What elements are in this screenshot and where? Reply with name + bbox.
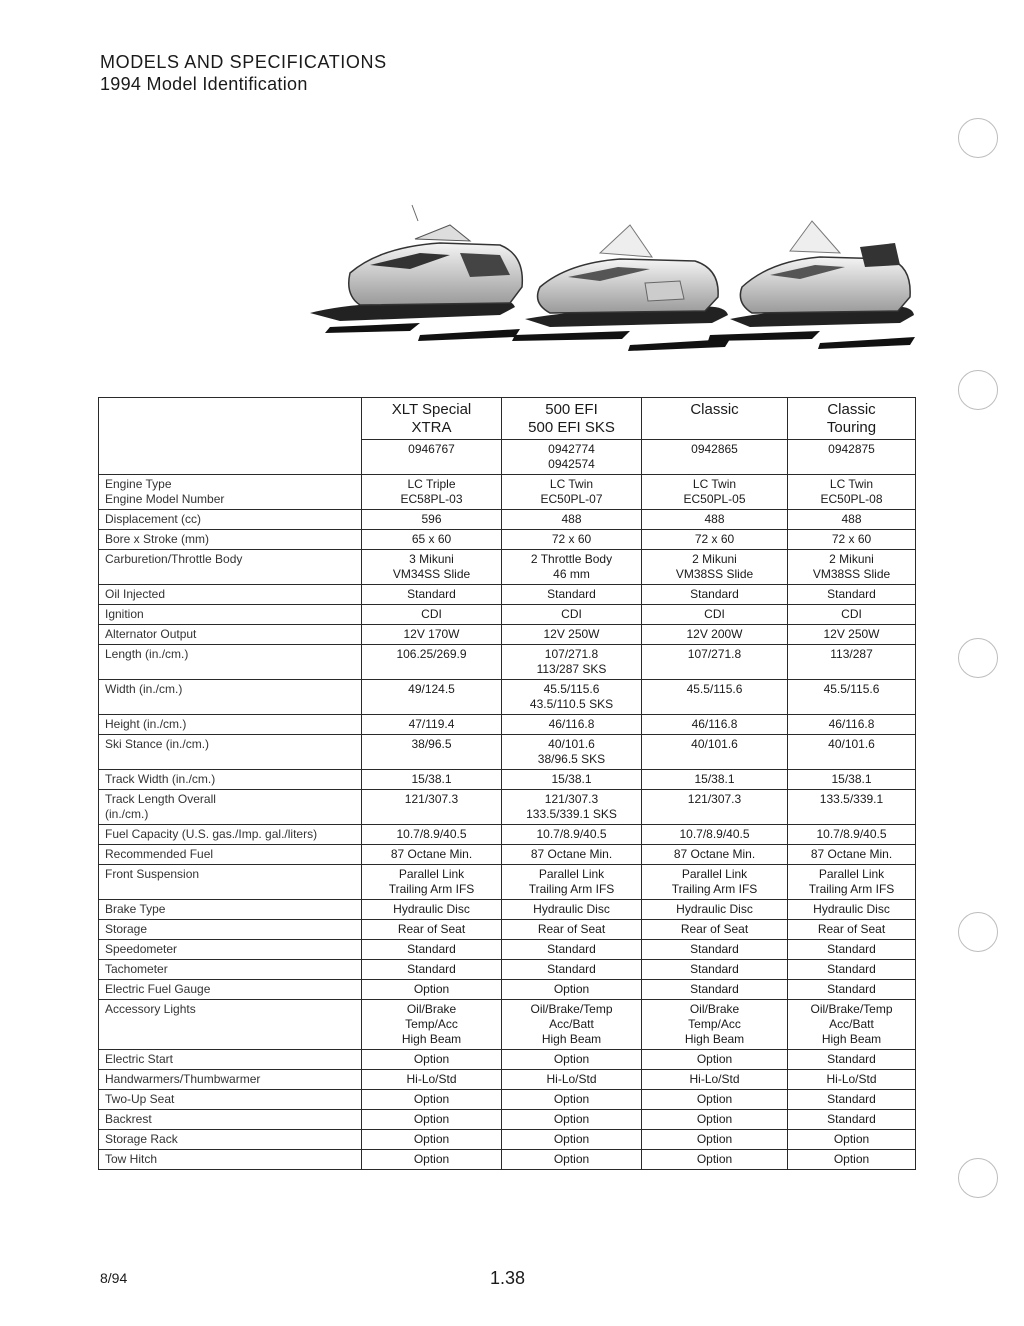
spec-label: Ski Stance (in./cm.) — [99, 735, 362, 770]
punch-hole — [958, 118, 998, 158]
spec-value: 15/38.1 — [502, 770, 642, 790]
spec-value: 87 Octane Min. — [502, 845, 642, 865]
spec-value: Option — [362, 1110, 502, 1130]
spec-value: Standard — [362, 940, 502, 960]
spec-value: 45.5/115.6 — [788, 680, 916, 715]
spec-value: Hi-Lo/Std — [502, 1070, 642, 1090]
spec-value: Standard — [362, 960, 502, 980]
spec-label: Electric Fuel Gauge — [99, 980, 362, 1000]
spec-value: Option — [502, 1150, 642, 1170]
page-title: MODELS AND SPECIFICATIONS — [100, 52, 387, 72]
snowmobile-models-photo — [300, 195, 920, 365]
specifications-table — [98, 397, 916, 1170]
table-row — [99, 510, 916, 530]
spec-value: Option — [788, 1150, 916, 1170]
spec-label: Brake Type — [99, 900, 362, 920]
spec-value: 488 — [642, 510, 788, 530]
spec-value: Option — [502, 1090, 642, 1110]
table-row — [99, 770, 916, 790]
spec-value: 121/307.3 133.5/339.1 SKS — [502, 790, 642, 825]
table-row — [99, 605, 916, 625]
table-row — [99, 1070, 916, 1090]
table-row — [99, 475, 916, 510]
table-row — [99, 790, 916, 825]
table-row — [99, 980, 916, 1000]
table-row — [99, 715, 916, 735]
spec-value: 45.5/115.6 — [642, 680, 788, 715]
spec-value: Option — [502, 1050, 642, 1070]
spec-label: Tow Hitch — [99, 1150, 362, 1170]
model-name: 500 EFI 500 EFI SKS — [502, 398, 642, 440]
spec-label: Electric Start — [99, 1050, 362, 1070]
spec-value: Option — [642, 1110, 788, 1130]
spec-value: Option — [642, 1050, 788, 1070]
spec-value: Option — [362, 1050, 502, 1070]
spec-label: Bore x Stroke (mm) — [99, 530, 362, 550]
snowmobile-xlt-icon — [310, 205, 522, 341]
spec-value: CDI — [362, 605, 502, 625]
table-row — [99, 735, 916, 770]
model-name: XLT Special XTRA — [362, 398, 502, 440]
spec-value: 38/96.5 — [362, 735, 502, 770]
spec-value: Standard — [788, 1090, 916, 1110]
punch-hole — [958, 638, 998, 678]
spec-value: 46/116.8 — [502, 715, 642, 735]
spec-value: Option — [362, 1130, 502, 1150]
table-row — [99, 1050, 916, 1070]
spec-value: 49/124.5 — [362, 680, 502, 715]
spec-value: 2 Throttle Body 46 mm — [502, 550, 642, 585]
spec-value: Option — [642, 1090, 788, 1110]
spec-value: 121/307.3 — [642, 790, 788, 825]
model-part-number: 0942774 0942574 — [502, 440, 642, 475]
spec-value: Hi-Lo/Std — [788, 1070, 916, 1090]
spec-value: 87 Octane Min. — [642, 845, 788, 865]
spec-label: Recommended Fuel — [99, 845, 362, 865]
spec-value: Standard — [502, 585, 642, 605]
spec-value: 47/119.4 — [362, 715, 502, 735]
table-row — [99, 1110, 916, 1130]
spec-value: Oil/Brake Temp/Acc High Beam — [362, 1000, 502, 1050]
spec-value: Option — [642, 1130, 788, 1150]
footer-date: 8/94 — [100, 1270, 128, 1286]
spec-value: Hydraulic Disc — [362, 900, 502, 920]
spec-value: Standard — [788, 1110, 916, 1130]
spec-value: 107/271.8 — [642, 645, 788, 680]
spec-label: Oil Injected — [99, 585, 362, 605]
spec-value: Rear of Seat — [642, 920, 788, 940]
page-heading — [100, 52, 387, 95]
spec-label: Displacement (cc) — [99, 510, 362, 530]
spec-label: Carburetion/Throttle Body — [99, 550, 362, 585]
spec-value: 72 x 60 — [502, 530, 642, 550]
spec-value: Option — [502, 980, 642, 1000]
spec-value: LC Triple EC58PL-03 — [362, 475, 502, 510]
spec-label: Backrest — [99, 1110, 362, 1130]
spec-label: Track Width (in./cm.) — [99, 770, 362, 790]
spec-label: Alternator Output — [99, 625, 362, 645]
spec-value: 2 Mikuni VM38SS Slide — [788, 550, 916, 585]
table-row — [99, 940, 916, 960]
spec-value: CDI — [642, 605, 788, 625]
table-row — [99, 550, 916, 585]
spec-label: Storage Rack — [99, 1130, 362, 1150]
spec-value: Oil/Brake Temp/Acc High Beam — [642, 1000, 788, 1050]
table-row — [99, 1150, 916, 1170]
spec-value: 10.7/8.9/40.5 — [788, 825, 916, 845]
spec-value: Standard — [788, 1050, 916, 1070]
spec-value: 488 — [788, 510, 916, 530]
spec-value: LC Twin EC50PL-07 — [502, 475, 642, 510]
table-row — [99, 900, 916, 920]
spec-value: 15/38.1 — [362, 770, 502, 790]
table-row — [99, 625, 916, 645]
spec-value: 40/101.6 — [642, 735, 788, 770]
spec-value: LC Twin EC50PL-08 — [788, 475, 916, 510]
spec-value: 87 Octane Min. — [788, 845, 916, 865]
table-row — [99, 825, 916, 845]
spec-label: Fuel Capacity (U.S. gas./Imp. gal./liters) — [99, 825, 362, 845]
spec-value: 40/101.6 — [788, 735, 916, 770]
table-row — [99, 585, 916, 605]
spec-label: Ignition — [99, 605, 362, 625]
spec-value: Standard — [642, 940, 788, 960]
spec-value: 72 x 60 — [788, 530, 916, 550]
spec-value: Parallel Link Trailing Arm IFS — [642, 865, 788, 900]
table-row — [99, 1090, 916, 1110]
table-row — [99, 1130, 916, 1150]
spec-value: 488 — [502, 510, 642, 530]
spec-label: Handwarmers/Thumbwarmer — [99, 1070, 362, 1090]
spec-value: 46/116.8 — [642, 715, 788, 735]
blank-header-cell — [99, 398, 362, 475]
spec-value: 46/116.8 — [788, 715, 916, 735]
spec-value: 107/271.8 113/287 SKS — [502, 645, 642, 680]
spec-value: Parallel Link Trailing Arm IFS — [502, 865, 642, 900]
spec-value: 12V 170W — [362, 625, 502, 645]
model-part-number: 0942875 — [788, 440, 916, 475]
spec-value: Standard — [788, 960, 916, 980]
spec-value: 12V 200W — [642, 625, 788, 645]
spec-value: Option — [362, 1090, 502, 1110]
spec-value: Hydraulic Disc — [788, 900, 916, 920]
spec-value: Rear of Seat — [362, 920, 502, 940]
spec-value: Rear of Seat — [502, 920, 642, 940]
spec-value: 10.7/8.9/40.5 — [502, 825, 642, 845]
spec-value: Standard — [642, 960, 788, 980]
spec-value: 40/101.6 38/96.5 SKS — [502, 735, 642, 770]
spec-value: Option — [642, 1150, 788, 1170]
spec-value: Option — [502, 1130, 642, 1150]
spec-value: Oil/Brake/Temp Acc/Batt High Beam — [502, 1000, 642, 1050]
spec-value: Parallel Link Trailing Arm IFS — [788, 865, 916, 900]
spec-value: Option — [502, 1110, 642, 1130]
spec-value: Standard — [642, 980, 788, 1000]
snowmobile-classic-icon — [708, 221, 915, 349]
spec-value: Standard — [788, 940, 916, 960]
spec-label: Track Length Overall (in./cm.) — [99, 790, 362, 825]
table-row — [99, 645, 916, 680]
spec-value: 12V 250W — [788, 625, 916, 645]
spec-value: 121/307.3 — [362, 790, 502, 825]
model-part-number: 0942865 — [642, 440, 788, 475]
table-row — [99, 1000, 916, 1050]
spec-label: Width (in./cm.) — [99, 680, 362, 715]
spec-value: LC Twin EC50PL-05 — [642, 475, 788, 510]
spec-value: 113/287 — [788, 645, 916, 680]
spec-value: Hi-Lo/Std — [362, 1070, 502, 1090]
spec-value: 596 — [362, 510, 502, 530]
spec-value: Hi-Lo/Std — [642, 1070, 788, 1090]
spec-value: Standard — [788, 585, 916, 605]
spec-label: Height (in./cm.) — [99, 715, 362, 735]
table-row — [99, 680, 916, 715]
spec-value: CDI — [788, 605, 916, 625]
spec-value: 12V 250W — [502, 625, 642, 645]
spec-value: 10.7/8.9/40.5 — [362, 825, 502, 845]
punch-hole — [958, 370, 998, 410]
spec-value: 15/38.1 — [642, 770, 788, 790]
spec-label: Length (in./cm.) — [99, 645, 362, 680]
model-part-number: 0946767 — [362, 440, 502, 475]
model-name: Classic — [642, 398, 788, 440]
spec-value: 106.25/269.9 — [362, 645, 502, 680]
model-name: Classic Touring — [788, 398, 916, 440]
spec-value: 10.7/8.9/40.5 — [642, 825, 788, 845]
spec-value: 65 x 60 — [362, 530, 502, 550]
table-row — [99, 865, 916, 900]
spec-value: Hydraulic Disc — [502, 900, 642, 920]
table-row — [99, 960, 916, 980]
spec-label: Speedometer — [99, 940, 362, 960]
spec-value: CDI — [502, 605, 642, 625]
spec-value: 72 x 60 — [642, 530, 788, 550]
page-subtitle: 1994 Model Identification — [100, 73, 308, 94]
spec-label: Two-Up Seat — [99, 1090, 362, 1110]
spec-value: Standard — [362, 585, 502, 605]
spec-label: Engine Type Engine Model Number — [99, 475, 362, 510]
spec-value: 3 Mikuni VM34SS Slide — [362, 550, 502, 585]
table-row — [99, 920, 916, 940]
spec-value: Rear of Seat — [788, 920, 916, 940]
spec-value: Option — [788, 1130, 916, 1150]
model-name-row — [99, 398, 916, 440]
spec-label: Storage — [99, 920, 362, 940]
table-row — [99, 845, 916, 865]
spec-value: Option — [362, 980, 502, 1000]
spec-value: Standard — [502, 960, 642, 980]
spec-value: Option — [362, 1150, 502, 1170]
spec-value: 133.5/339.1 — [788, 790, 916, 825]
spec-value: Oil/Brake/Temp Acc/Batt High Beam — [788, 1000, 916, 1050]
snowmobile-500-efi-icon — [512, 225, 730, 351]
spec-value: 87 Octane Min. — [362, 845, 502, 865]
spec-value: Parallel Link Trailing Arm IFS — [362, 865, 502, 900]
spec-value: Standard — [502, 940, 642, 960]
spec-label: Accessory Lights — [99, 1000, 362, 1050]
spec-value: 15/38.1 — [788, 770, 916, 790]
table-row — [99, 530, 916, 550]
spec-value: Hydraulic Disc — [642, 900, 788, 920]
spec-value: 45.5/115.6 43.5/110.5 SKS — [502, 680, 642, 715]
spec-value: Standard — [642, 585, 788, 605]
punch-hole — [958, 1158, 998, 1198]
spec-label: Tachometer — [99, 960, 362, 980]
punch-hole — [958, 912, 998, 952]
spec-label: Front Suspension — [99, 865, 362, 900]
spec-value: Standard — [788, 980, 916, 1000]
spec-value: 2 Mikuni VM38SS Slide — [642, 550, 788, 585]
page-number: 1.38 — [490, 1268, 526, 1288]
